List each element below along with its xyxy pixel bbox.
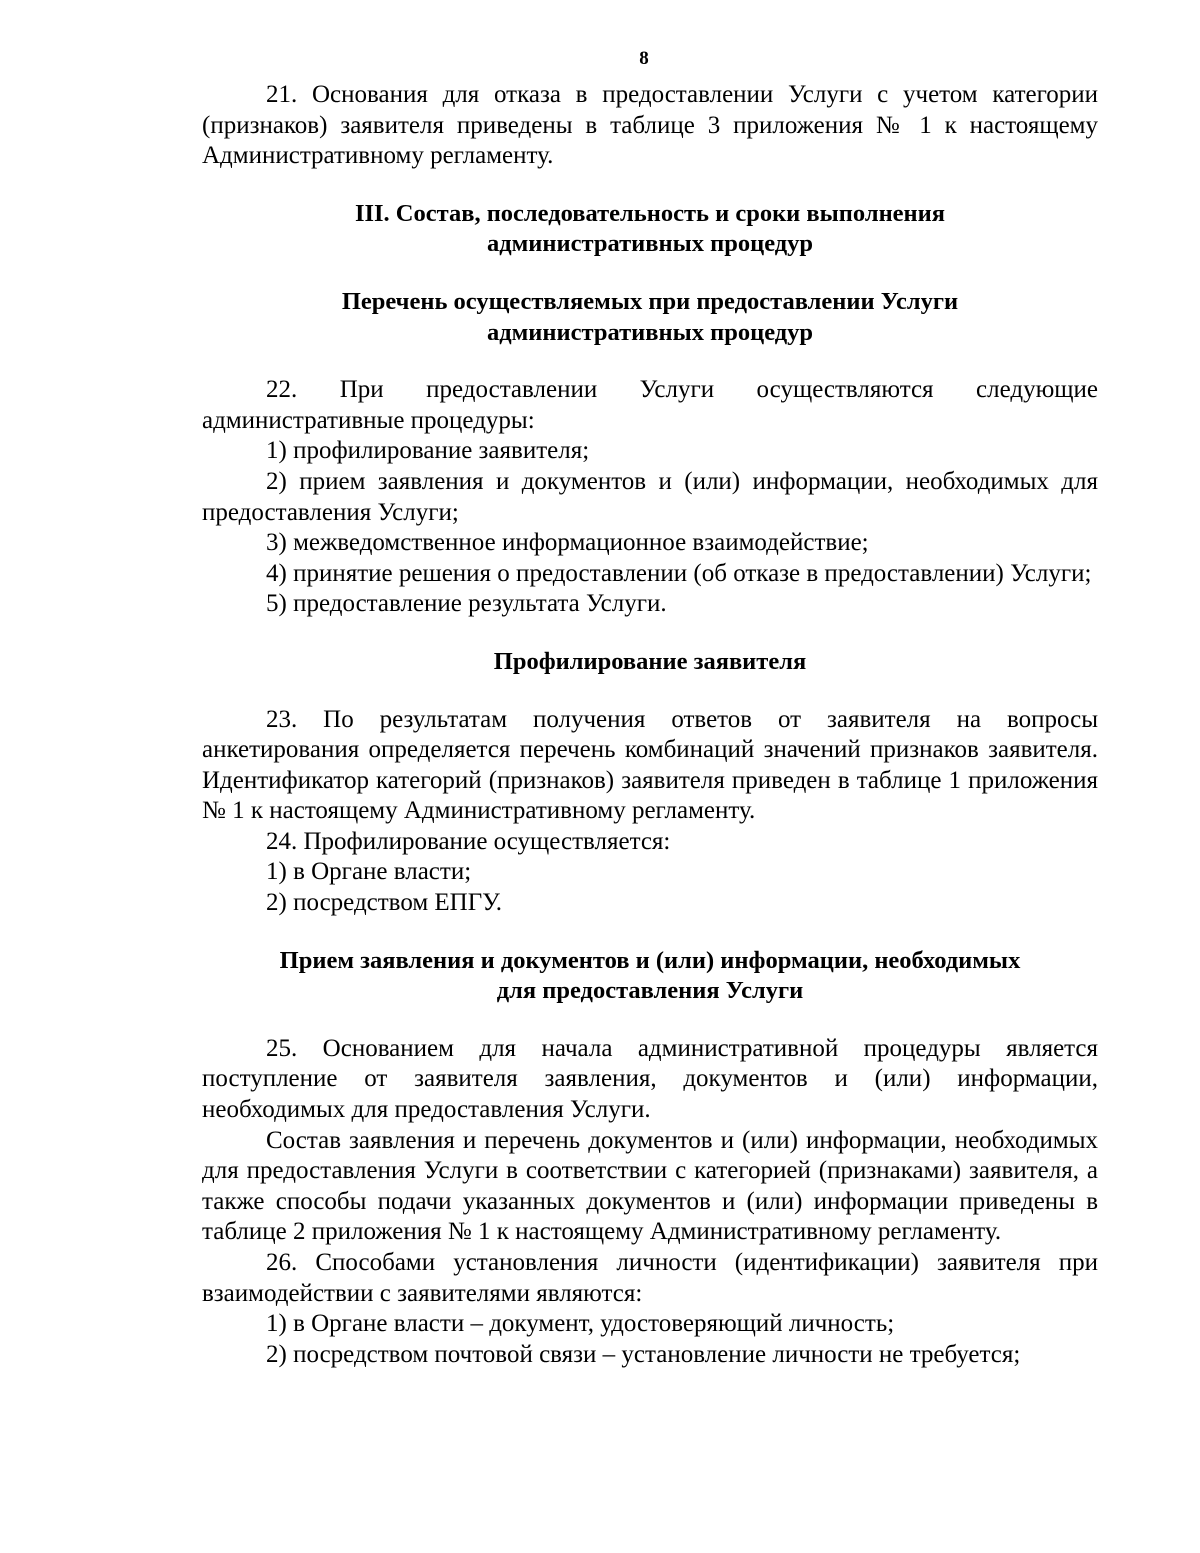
section-heading-3 — [202, 199, 1098, 260]
paragraph-25-continued: Состав заявления и перечень документов и (или) информации, необходимых для предоставления Услуги в соответствии с категорией (признаками) заявителя, а также способы подачи указанных документов и (или) информации приведены в таблице 2 приложения № 1 к настоящему Административному регламенту. — [202, 1126, 1098, 1246]
page-number: 8 — [639, 48, 649, 69]
paragraph-26: 26. Способами установления личности (идентификации) заявителя при взаимодействии с заявителями являются: — [202, 1249, 1098, 1307]
list-item: 4) принятие решения о предоставлении (об отказе в предоставлении) Услуги; — [266, 559, 1092, 587]
list-item: 1) в Органе власти; — [266, 858, 472, 886]
document-page — [202, 48, 1098, 1370]
procedures-block — [202, 375, 1098, 620]
subheading-procedures-list-line1: Перечень осуществляемых при предоставлении Услуги — [341, 287, 959, 315]
list-item: 1) в Органе власти – документ, удостоверяющий личность; — [266, 1310, 895, 1338]
subheading-procedures-list — [202, 287, 1098, 348]
heading-profiling: Профилирование заявителя — [493, 647, 807, 675]
heading-reception-line2: для предоставления Услуги — [496, 977, 804, 1005]
section-heading-3-line2: административных процедур — [486, 230, 814, 258]
heading-reception — [202, 946, 1098, 1007]
paragraph-25: 25. Основанием для начала административной процедуры является поступление от заявителя заявления, документов и (или) информации, необходимых для предоставления Услуги. — [202, 1034, 1098, 1124]
list-item: 3) межведомственное информационное взаимодействие; — [266, 529, 869, 557]
list-item: 2) посредством ЕПГУ. — [266, 889, 503, 917]
paragraph-23: 23. По результатам получения ответов от заявителя на вопросы анкетирования определяется перечень комбинаций значений признаков заявителя. Идентификатор категорий (признаков) заявителя приведен в таблице 1 приложения № 1 к настоящему Административному регламенту. — [202, 705, 1098, 825]
list-item: 5) предоставление результата Услуги. — [266, 590, 667, 618]
section-heading-3-line1: III. Состав, последовательность и сроки выполнения — [354, 199, 946, 227]
heading-reception-line1: Прием заявления и документов и (или) информации, необходимых — [279, 946, 1021, 974]
reception-block — [202, 1034, 1098, 1371]
list-item: 2) прием заявления и документов и (или) информации, необходимых для предоставления Услуги; — [202, 467, 1098, 526]
paragraph-24: 24. Профилирование осуществляется: — [266, 827, 671, 855]
paragraph-22: 22. При предоставлении Услуги осуществляются следующие административные процедуры: — [202, 376, 1098, 434]
subheading-procedures-list-line2: административных процедур — [486, 318, 814, 346]
list-item: 2) посредством почтовой связи – установление личности не требуется; — [266, 1340, 1021, 1368]
list-item: 1) профилирование заявителя; — [266, 437, 590, 465]
profiling-block — [202, 705, 1098, 919]
paragraph-21: 21. Основания для отказа в предоставлении Услуги с учетом категории (признаков) заявителя приведены в таблице 3 приложения № 1 к настоящему Административному регламенту. — [202, 81, 1098, 170]
